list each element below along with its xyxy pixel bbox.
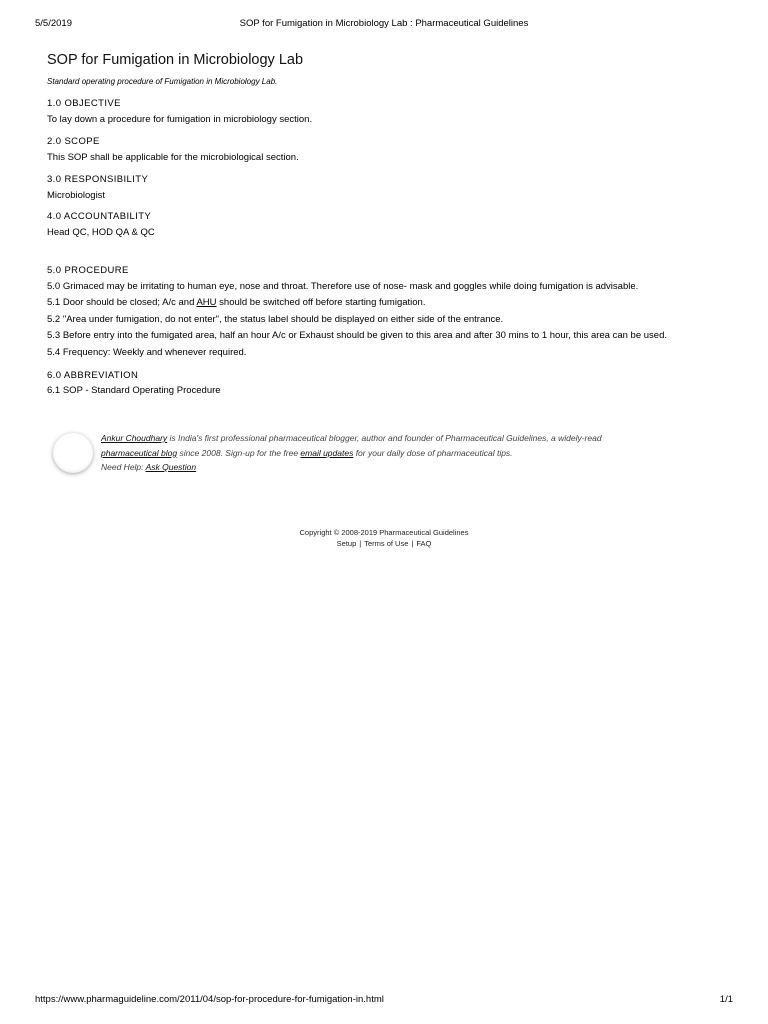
site-footer xyxy=(0,527,768,549)
print-footer xyxy=(35,993,733,1007)
abbreviation-heading: 6.0 ABBREVIATION xyxy=(47,370,139,381)
author-bio-text: since 2008. Sign-up for the free xyxy=(177,447,301,458)
procedure-line xyxy=(47,297,425,308)
page-subtitle: Standard operating procedure of Fumigation in Microbiology Lab. xyxy=(47,77,278,86)
footer-links xyxy=(0,538,768,549)
scope-heading: 2.0 SCOPE xyxy=(47,136,100,147)
page-title: SOP for Fumigation in Microbiology Lab xyxy=(47,52,304,68)
procedure-line-text: should be switched off before starting fumigation. xyxy=(216,297,426,308)
author-name-link[interactable]: Ankur Choudhary xyxy=(101,433,168,443)
copyright-text: Copyright © 2008-2019 Pharmaceutical Guidelines xyxy=(299,528,469,537)
procedure-line-text: 5.1 Door should be closed; A/c and xyxy=(47,297,197,308)
ahu-link[interactable]: AHU xyxy=(196,297,217,308)
author-bio-text: is India's first professional pharmaceutical blogger, author and founder of Pharmaceutical Guidelines, a widely-read xyxy=(167,433,602,443)
terms-of-use-link[interactable]: Terms of Use xyxy=(364,539,409,548)
accountability-heading: 4.0 ACCOUNTABILITY xyxy=(47,211,152,222)
accountability-text: Head QC, HOD QA & QC xyxy=(47,227,155,238)
objective-heading: 1.0 OBJECTIVE xyxy=(47,98,121,109)
procedure-line: 5.3 Before entry into the fumigated area, half an hour A/c or Exhaust should be given to this area and after 30 mins to 1 hour, this area can be used. xyxy=(47,330,668,341)
procedure-heading: 5.0 PROCEDURE xyxy=(47,265,129,276)
procedure-line: 5.4 Frequency: Weekly and whenever required. xyxy=(47,347,247,358)
footer-separator: | xyxy=(359,539,362,548)
procedure-line: 5.2 "Area under fumigation, do not enter", the status label should be displayed on either side of the entrance. xyxy=(47,314,504,325)
author-bio-text: for your daily dose of pharmaceutical tips. xyxy=(353,447,513,458)
email-updates-link[interactable]: email updates xyxy=(300,447,354,458)
setup-link[interactable]: Setup xyxy=(336,539,357,548)
pharmaceutical-blog-link[interactable]: pharmaceutical blog xyxy=(101,447,178,458)
faq-link[interactable]: FAQ xyxy=(416,539,432,548)
author-bio xyxy=(101,431,701,475)
author-box xyxy=(53,430,713,478)
procedure-line: 5.0 Grimaced may be irritating to human eye, nose and throat. Therefore use of nose- mask and goggles while doing fumigation is advisable. xyxy=(47,281,639,292)
print-date: 5/5/2019 xyxy=(35,18,72,29)
need-help-label: Need Help: xyxy=(101,462,146,472)
ask-question-link[interactable]: Ask Question xyxy=(145,462,197,472)
scope-text: This SOP shall be applicable for the microbiological section. xyxy=(47,152,299,163)
page-number: 1/1 xyxy=(719,994,733,1005)
print-header xyxy=(35,17,733,31)
print-url: https://www.pharmaguideline.com/2011/04/sop-for-procedure-for-fumigation-in.html xyxy=(35,994,384,1005)
print-page-title: SOP for Fumigation in Microbiology Lab : Pharmaceutical Guidelines xyxy=(239,18,529,29)
responsibility-heading: 3.0 RESPONSIBILITY xyxy=(47,174,149,185)
objective-text: To lay down a procedure for fumigation in microbiology section. xyxy=(47,114,313,125)
responsibility-text: Microbiologist xyxy=(47,190,106,201)
abbreviation-text: 6.1 SOP - Standard Operating Procedure xyxy=(47,385,221,396)
footer-separator: | xyxy=(411,539,414,548)
avatar[interactable] xyxy=(53,433,93,473)
